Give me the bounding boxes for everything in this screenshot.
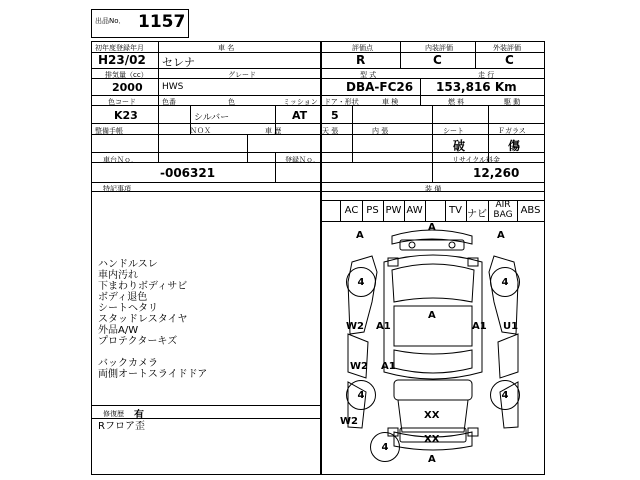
seat-value: 破	[453, 139, 466, 153]
score-value: R	[356, 53, 366, 67]
model-header: 型 式	[360, 71, 377, 79]
color-code-header: 色コード	[108, 98, 136, 106]
color-header: 色	[228, 98, 235, 106]
note-item: 外品A/W	[98, 325, 139, 336]
mileage-value: 153,816 Km	[436, 80, 517, 94]
note-item: ハンドルスレ	[98, 259, 158, 270]
chassis-value: -006321	[160, 166, 216, 180]
note-item: 両側オートスライドドア	[98, 369, 208, 380]
tire-rear-right: 4	[490, 380, 520, 410]
damage-mark: W2	[346, 321, 364, 332]
damage-mark: A1	[376, 321, 391, 332]
equipment-header: 装 備	[425, 185, 442, 193]
notes-list	[98, 259, 207, 380]
doors-value: 5	[331, 109, 339, 122]
repair-value: 有	[134, 410, 144, 421]
note-item	[98, 347, 207, 358]
damage-mark: XX	[424, 410, 440, 421]
damage-mark: W2	[350, 361, 368, 372]
score-header: 評価点	[352, 44, 373, 52]
car-name-value: セレナ	[162, 56, 195, 69]
equip-ps: PS	[366, 205, 379, 216]
tire-spare: 4	[370, 432, 400, 462]
color-num-header: 色番	[162, 98, 176, 106]
note-item: バックカメラ	[98, 358, 158, 369]
exterior-value: C	[505, 53, 514, 67]
damage-mark: A1	[472, 321, 487, 332]
equip-abs: ABS	[520, 205, 541, 216]
note-item: シートヘタリ	[98, 303, 158, 314]
nox-header: ＮＯＸ	[190, 127, 211, 135]
displacement-header: 排気量（cc）	[105, 71, 148, 79]
transmission-header: ミッション	[283, 98, 318, 106]
equip-aw: AW	[406, 205, 423, 216]
mileage-header: 走 行	[478, 71, 495, 79]
tire-front-left: 4	[346, 267, 376, 297]
tire-rear-left: 4	[346, 380, 376, 410]
damage-mark: A1	[381, 361, 396, 372]
displacement-value: 2000	[112, 81, 143, 94]
doors-header: ドア・形状	[324, 98, 359, 106]
equip-navi: ナビ	[467, 209, 487, 220]
first-reg-header: 初年度登録年月	[95, 44, 144, 52]
equip-ac: AC	[344, 205, 359, 216]
damage-mark: XX	[424, 434, 440, 445]
inspection-header: 車 検	[382, 98, 399, 106]
note-item: 車内汚れ	[98, 270, 138, 281]
recycle-header: リサイクル料金	[452, 156, 501, 164]
interior-trim-header: 内 張	[372, 127, 389, 135]
damage-mark: A	[428, 222, 436, 233]
tire-front-right: 4	[490, 267, 520, 297]
repair-header: 修復歴	[103, 410, 124, 418]
repair-note: Rフロア歪	[98, 421, 145, 432]
interior-header: 内装評価	[425, 44, 453, 52]
first-reg-value: H23/02	[98, 53, 146, 67]
grade-header: グレード	[228, 71, 256, 79]
seat-header: シート	[443, 127, 464, 135]
damage-mark: A	[428, 310, 436, 321]
damage-mark: A	[356, 230, 364, 241]
equip-airbag: AIR BAG	[493, 200, 513, 220]
fuel-header: 燃 料	[448, 98, 465, 106]
damage-mark: A	[497, 230, 505, 241]
sunroof-header: 天 張	[322, 127, 339, 135]
lot-number: 1157	[138, 12, 186, 32]
recycle-value: 12,260	[473, 166, 520, 180]
grade-value: HWS	[162, 82, 184, 92]
reg-no-header: 登録Ｎｏ．	[285, 156, 320, 164]
note-item: スタッドレスタイヤ	[98, 314, 188, 325]
damage-mark: W2	[340, 416, 358, 427]
equip-tv: TV	[449, 205, 462, 216]
model-value: DBA-FC26	[346, 80, 414, 94]
exterior-header: 外装評価	[493, 44, 521, 52]
glass-value: 傷	[508, 139, 521, 153]
car-name-header: 車 名	[218, 44, 235, 52]
note-item: プロテクターキズ	[98, 336, 178, 347]
interior-value: C	[433, 53, 442, 67]
damage-mark: A	[428, 454, 436, 465]
drive-header: 駆 動	[504, 98, 521, 106]
color-value: シルバー	[194, 113, 230, 123]
glass-header: Ｆガラス	[498, 127, 526, 135]
equip-pw: PW	[385, 205, 402, 216]
transmission-value: AT	[292, 109, 308, 122]
lot-label: 出品No．	[95, 17, 126, 25]
note-item: ボディ退色	[98, 292, 148, 303]
history-header: 車 歴	[265, 127, 282, 135]
chassis-header: 車台Ｎｏ．	[103, 156, 138, 164]
notes-header: 特記事項	[103, 185, 131, 193]
color-code-value: K23	[114, 109, 138, 122]
note-item: 下まわりボディサビ	[98, 281, 188, 292]
manual-header: 整備手帳	[95, 127, 123, 135]
damage-mark: U1	[503, 321, 519, 332]
